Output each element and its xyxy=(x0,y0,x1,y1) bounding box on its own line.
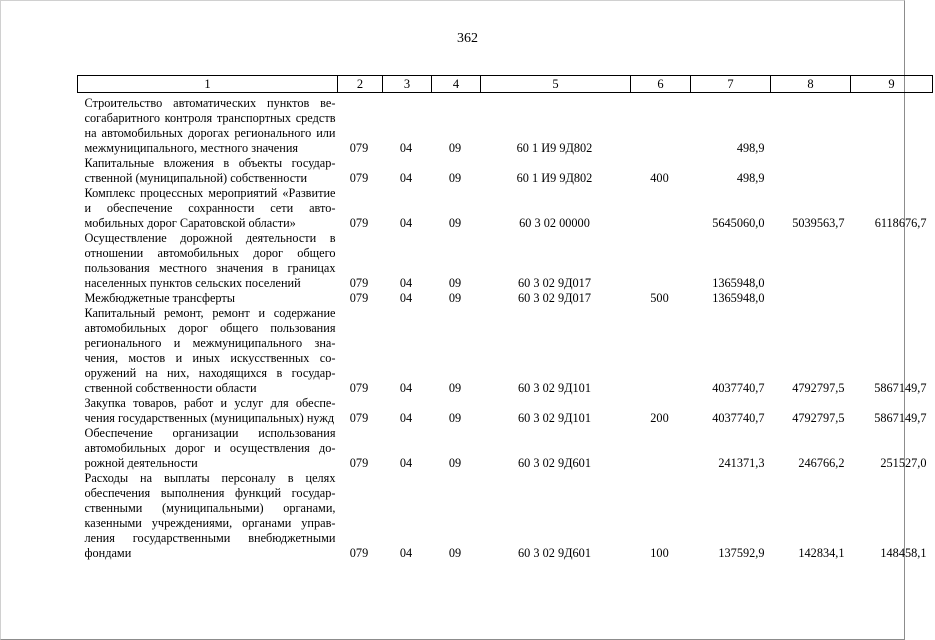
expense-name: Осуществление дорожной деятельности в отношении автомобильных дорог общего пользования местного значения в границах населенных пунктов сельских поселений xyxy=(84,231,336,290)
amount-year-2: 4792797,5 xyxy=(792,381,845,395)
amount-year-2: 142834,1 xyxy=(798,546,845,560)
amount-year-1: 241371,3 xyxy=(718,456,765,470)
expense-name: Расходы на выплаты персоналу в целях обеспечения выполнения функций государственными (муниципальными) органами, казенными учреждениями, органами управления государственными внебюджетными фондами xyxy=(84,471,336,560)
section-code: 04 xyxy=(399,141,413,155)
expense-name: Строительство автоматических пунктов весогабаритного контроля транспортных средств на автомобильных дорогах регионального или межмуниципального, местного значения xyxy=(84,96,336,155)
expense-name: Обеспечение организации использования автомобильных дорог и осуществления дорожной деятельности xyxy=(84,426,336,470)
target-article-code: 60 1 И9 9Д802 xyxy=(516,141,593,155)
target-article-code: 60 3 02 00000 xyxy=(519,216,590,230)
amount-year-1: 1365948,0 xyxy=(712,291,765,305)
amount-year-3: 148458,1 xyxy=(880,546,927,560)
section-code: 04 xyxy=(399,381,413,395)
amount-year-2: 246766,2 xyxy=(798,456,845,470)
amount-year-2: 4792797,5 xyxy=(792,411,845,425)
budget-table xyxy=(77,75,933,561)
expense-type-code xyxy=(631,306,691,396)
target-article-code: 60 1 И9 9Д802 xyxy=(516,171,593,185)
ministry-code: 079 xyxy=(349,411,369,425)
amount-year-2 xyxy=(771,291,851,306)
subsection-code: 09 xyxy=(448,546,462,560)
expense-name: Капитальный ремонт, ремонт и содержание автомобильных дорог общего пользования регионального и межмуниципального значения, мостов и иных искусственных сооружений на них, находящихся в государственной собственности области xyxy=(84,306,336,395)
expense-name: Межбюджетные трансферты xyxy=(84,291,236,305)
column-header: 7 xyxy=(691,76,771,93)
table-row xyxy=(78,426,933,471)
ministry-code: 079 xyxy=(349,291,369,305)
amount-year-3 xyxy=(851,291,933,306)
target-article-code: 60 3 02 9Д101 xyxy=(518,381,591,395)
target-article-code: 60 3 02 9Д017 xyxy=(518,276,591,290)
expense-name: Капитальные вложения в объекты государственной (муниципальной) собственности xyxy=(84,156,336,185)
amount-year-1: 498,9 xyxy=(736,141,765,155)
column-header: 1 xyxy=(78,76,338,93)
amount-year-3 xyxy=(851,156,933,186)
column-header: 4 xyxy=(432,76,481,93)
amount-year-3: 5867149,7 xyxy=(874,381,927,395)
amount-year-3 xyxy=(851,231,933,291)
target-article-code: 60 3 02 9Д017 xyxy=(518,291,591,305)
table-row xyxy=(78,186,933,231)
table-header-row xyxy=(78,76,933,93)
column-header: 3 xyxy=(383,76,432,93)
amount-year-2: 5039563,7 xyxy=(792,216,845,230)
ministry-code: 079 xyxy=(349,141,369,155)
ministry-code: 079 xyxy=(349,381,369,395)
expense-type-code: 500 xyxy=(650,291,669,305)
table-row xyxy=(78,471,933,561)
expense-name: Закупка товаров, работ и услуг для обеспечения государственных (муниципальных) нужд xyxy=(84,396,336,425)
target-article-code: 60 3 02 9Д601 xyxy=(518,456,591,470)
expense-type-code: 400 xyxy=(650,171,669,185)
subsection-code: 09 xyxy=(448,411,462,425)
column-header: 5 xyxy=(481,76,631,93)
ministry-code: 079 xyxy=(349,276,369,290)
amount-year-2 xyxy=(771,156,851,186)
amount-year-1: 5645060,0 xyxy=(712,216,765,230)
subsection-code: 09 xyxy=(448,456,462,470)
expense-type-code xyxy=(631,231,691,291)
amount-year-1: 137592,9 xyxy=(718,546,765,560)
target-article-code: 60 3 02 9Д101 xyxy=(518,411,591,425)
column-header: 9 xyxy=(851,76,933,93)
section-code: 04 xyxy=(399,546,413,560)
subsection-code: 09 xyxy=(448,216,462,230)
table-row xyxy=(78,93,933,157)
table-row xyxy=(78,306,933,396)
amount-year-3: 251527,0 xyxy=(880,456,927,470)
expense-type-code xyxy=(631,426,691,471)
amount-year-1: 498,9 xyxy=(736,171,765,185)
amount-year-2 xyxy=(771,231,851,291)
ministry-code: 079 xyxy=(349,171,369,185)
column-header: 6 xyxy=(631,76,691,93)
column-header: 2 xyxy=(338,76,383,93)
table-row xyxy=(78,396,933,426)
expense-type-code xyxy=(631,186,691,231)
section-code: 04 xyxy=(399,276,413,290)
table-row xyxy=(78,291,933,306)
ministry-code: 079 xyxy=(349,456,369,470)
expense-type-code: 200 xyxy=(650,411,669,425)
amount-year-1: 1365948,0 xyxy=(712,276,765,290)
table-row xyxy=(78,156,933,186)
expense-type-code: 100 xyxy=(650,546,669,560)
section-code: 04 xyxy=(399,291,413,305)
ministry-code: 079 xyxy=(349,216,369,230)
target-article-code: 60 3 02 9Д601 xyxy=(518,546,591,560)
subsection-code: 09 xyxy=(448,381,462,395)
section-code: 04 xyxy=(399,411,413,425)
subsection-code: 09 xyxy=(448,276,462,290)
amount-year-2 xyxy=(771,93,851,157)
section-code: 04 xyxy=(399,456,413,470)
ministry-code: 079 xyxy=(349,546,369,560)
subsection-code: 09 xyxy=(448,171,462,185)
column-header: 8 xyxy=(771,76,851,93)
page-number: 362 xyxy=(457,31,478,46)
expense-type-code xyxy=(631,93,691,157)
amount-year-3: 6118676,7 xyxy=(874,216,927,230)
amount-year-1: 4037740,7 xyxy=(712,381,765,395)
amount-year-3 xyxy=(851,93,933,157)
subsection-code: 09 xyxy=(448,291,462,305)
section-code: 04 xyxy=(399,216,413,230)
amount-year-3: 5867149,7 xyxy=(874,411,927,425)
section-code: 04 xyxy=(399,171,413,185)
table-row xyxy=(78,231,933,291)
amount-year-1: 4037740,7 xyxy=(712,411,765,425)
expense-name: Комплекс процессных мероприятий «Развитие и обеспечение сохранности сети автомобильных дорог Саратовской области» xyxy=(84,186,336,230)
subsection-code: 09 xyxy=(448,141,462,155)
